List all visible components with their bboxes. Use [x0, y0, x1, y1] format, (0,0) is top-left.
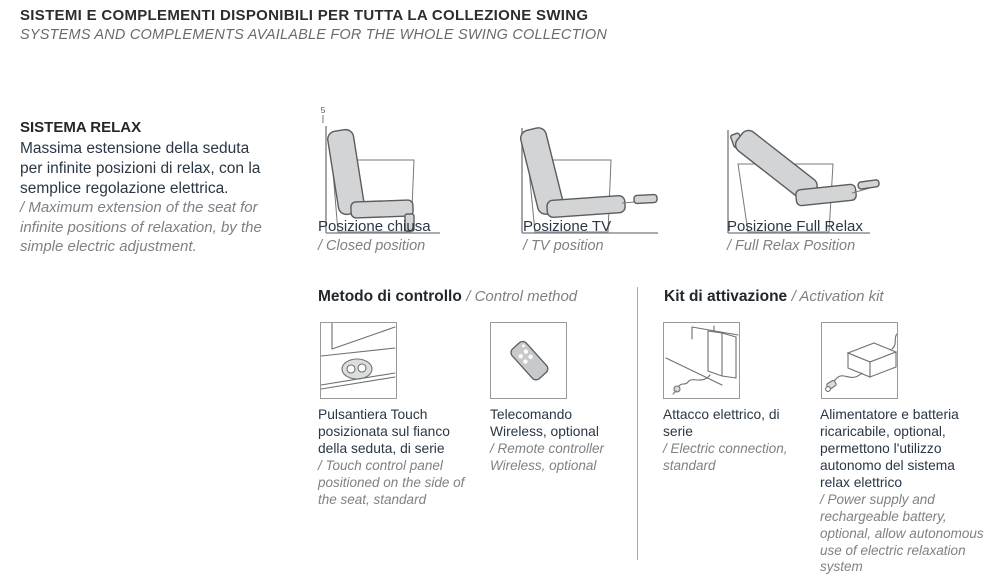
electric-connection-icon: [664, 323, 739, 398]
control-method-heading-en: / Control method: [466, 288, 578, 305]
page-subtitle: SYSTEMS AND COMPLEMENTS AVAILABLE FOR THE WHOLE SWING COLLECTION: [20, 27, 608, 43]
caption-en: / Electric connection, standard: [663, 441, 788, 473]
activation-kit-heading-it: Kit di attivazione: [664, 288, 788, 305]
page-title: SISTEMI E COMPLEMENTI DISPONIBILI PER TUTTA LA COLLEZIONE SWING: [20, 7, 589, 24]
relax-system-description-it: Massima estensione della seduta per infinite posizioni di relax, con la semplice regolazione elettrica.: [20, 140, 261, 197]
caption-it: Pulsantiera Touch posizionata sul fianco della seduta, di serie: [318, 407, 450, 457]
position-label-it: Posizione TV: [523, 218, 612, 235]
wireless-remote-box: [490, 322, 567, 399]
control-method-heading: [318, 288, 577, 306]
touch-control-panel-caption: [318, 406, 476, 508]
position-label-it: Posizione chiusa: [318, 218, 431, 235]
dimension-marker-label: 5: [320, 105, 326, 115]
wireless-remote-caption: [490, 406, 630, 475]
touch-control-panel-icon: [321, 323, 396, 398]
position-label-en: / TV position: [523, 237, 604, 254]
position-label-it: Posizione Full Relax: [727, 218, 863, 235]
activation-kit-heading-en: / Activation kit: [791, 288, 884, 305]
electric-connection-box: [663, 322, 740, 399]
relax-system-heading: SISTEMA RELAX: [20, 119, 142, 136]
caption-en: / Remote controller Wireless, optional: [490, 441, 605, 473]
caption-it: Telecomando Wireless, optional: [490, 407, 599, 440]
relax-system-description-en: / Maximum extension of the seat for infinite positions of relaxation, by the simple electric adjustment.: [20, 199, 262, 255]
touch-control-panel-box: [320, 322, 397, 399]
caption-it: Attacco elettrico, di serie: [663, 407, 780, 440]
caption-en: / Touch control panel positioned on the side of the seat, standard: [318, 458, 465, 507]
relax-system-block: [20, 119, 272, 256]
activation-kit-heading: [664, 288, 884, 306]
position-label-en: / Full Relax Position: [727, 237, 856, 254]
position-label-en: / Closed position: [318, 237, 426, 254]
wireless-remote-icon: [491, 323, 566, 398]
section-divider: [637, 287, 638, 560]
control-method-heading-it: Metodo di controllo: [318, 288, 462, 305]
position-caption-full-relax: [727, 218, 863, 255]
position-caption-tv: [523, 218, 611, 255]
power-supply-battery-box: [821, 322, 898, 399]
power-supply-caption: [820, 406, 984, 576]
electric-connection-caption: [663, 406, 803, 475]
power-supply-battery-icon: [822, 323, 897, 398]
caption-it: Alimentatore e batteria ricaricabile, optional, permettono l'utilizzo autonomo del sistema relax elettrico: [820, 407, 959, 491]
position-caption-closed: [318, 218, 431, 255]
caption-en: / Power supply and rechargeable battery, optional, allow autonomous use of electric relaxation system: [820, 492, 984, 575]
